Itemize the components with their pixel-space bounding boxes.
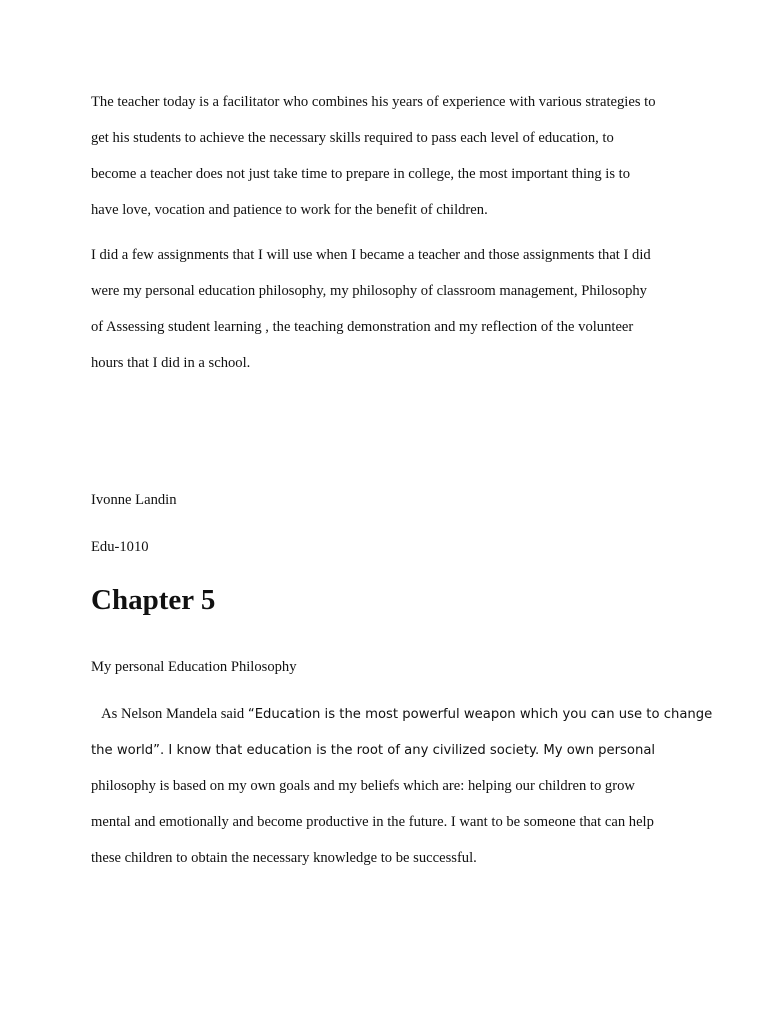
paragraph-line: philosophy is based on my own goals and my beliefs which are: helping our children to grow <box>91 778 635 794</box>
paragraph-line: The teacher today is a facilitator who combines his years of experience with various strategies to <box>91 94 656 110</box>
paragraph-line: I did a few assignments that I will use when I became a teacher and those assignments that I did <box>91 247 651 263</box>
course-code: Edu-1010 <box>91 539 149 555</box>
paragraph-line-text: I know that education is the root of any civilized society. My own personal <box>164 743 656 758</box>
quote-lead-text: As Nelson Mandela said <box>101 706 248 722</box>
paragraph-line: were my personal education philosophy, my philosophy of classroom management, Philosophy <box>91 283 647 299</box>
paragraph-education-philosophy <box>91 696 713 876</box>
mandela-quote-part1: “Education is the most powerful weapon which you can use to change <box>247 707 713 722</box>
paragraph-assignments <box>91 237 691 381</box>
paragraph-line: get his students to achieve the necessary skills required to pass each level of education, to <box>91 130 614 146</box>
indent-space <box>91 706 101 722</box>
mandela-quote-part2: the world”. <box>91 743 165 758</box>
paragraph-line: become a teacher does not just take time to prepare in college, the most important thing is to <box>91 166 630 182</box>
paragraph-teacher-facilitator <box>91 84 691 228</box>
paragraph-line <box>91 732 691 768</box>
chapter-heading: Chapter 5 <box>91 584 216 616</box>
paragraph-line <box>91 696 713 732</box>
section-title: My personal Education Philosophy <box>91 659 297 675</box>
paragraph-line: mental and emotionally and become productive in the future. I want to be someone that can help <box>91 814 654 830</box>
paragraph-line: hours that I did in a school. <box>91 355 251 371</box>
paragraph-line: of Assessing student learning , the teaching demonstration and my reflection of the volunteer <box>91 319 634 335</box>
paragraph-line: these children to obtain the necessary knowledge to be successful. <box>91 850 477 866</box>
paragraph-line: have love, vocation and patience to work for the benefit of children. <box>91 202 488 218</box>
author-name: Ivonne Landin <box>91 492 177 508</box>
